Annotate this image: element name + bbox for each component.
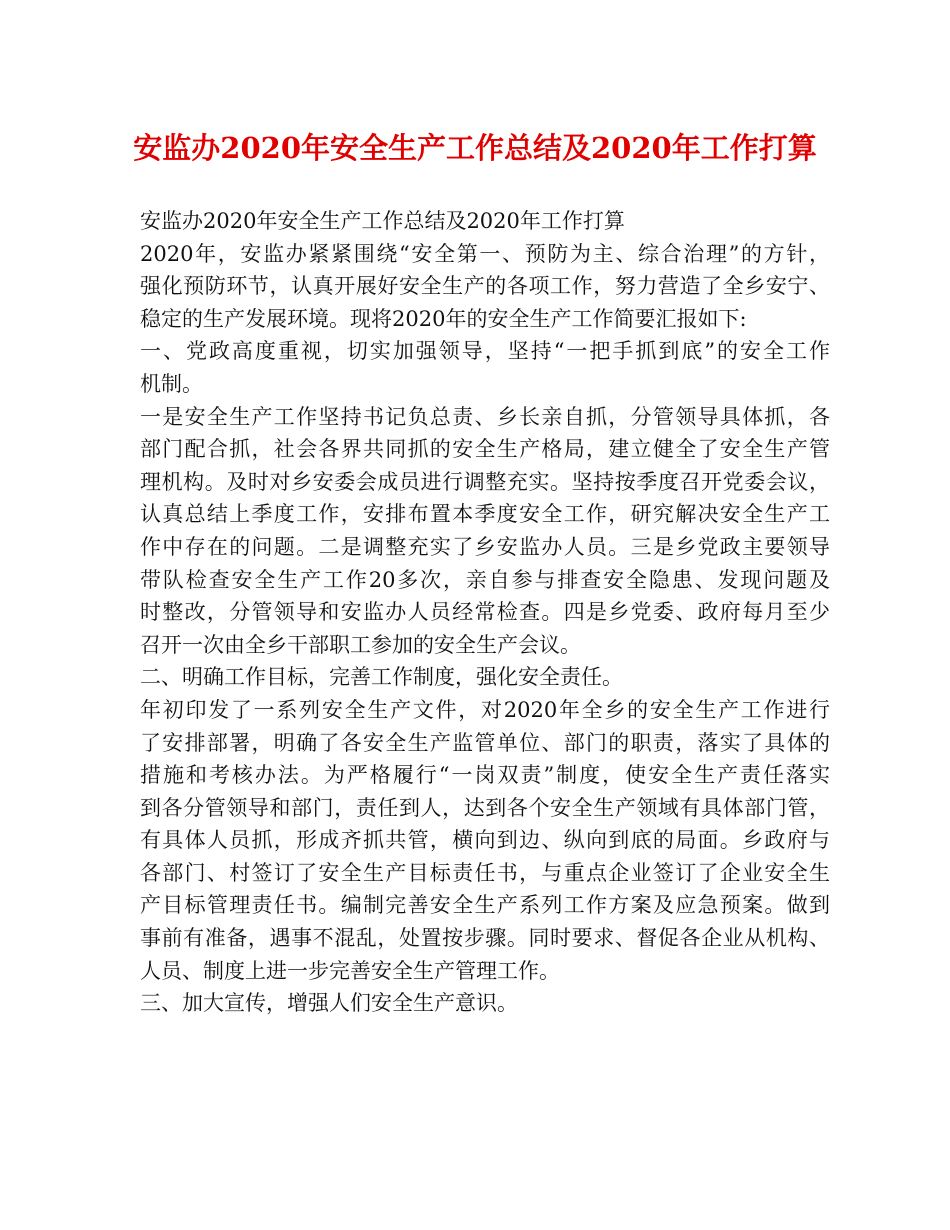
text-line: 到各分管领导和部门，责任到人，达到各个安全生产领域有具体部门管， — [140, 795, 830, 820]
text-line: 带队检查安全生产工作20多次，亲自参与排查安全隐患、发现问题及 — [140, 567, 830, 592]
text-line: 部门配合抓，社会各界共同抓的安全生产格局，建立健全了安全生产管 — [140, 437, 830, 462]
text-line: 三、加大宣传，增强人们安全生产意识。 — [140, 991, 518, 1016]
text-line: 事前有准备，遇事不混乱，处置按步骤。同时要求、督促各企业从机构、 — [140, 926, 830, 951]
text-line: 各部门、村签订了安全生产目标责任书，与重点企业签订了企业安全生 — [140, 860, 830, 885]
text-line: 时整改，分管领导和安监办人员经常检查。四是乡党委、政府每月至少 — [140, 600, 830, 625]
text-line: 年初印发了一系列安全生产文件，对2020年全乡的安全生产工作进行 — [140, 697, 830, 722]
text-line: 产目标管理责任书。编制完善安全生产系列工作方案及应急预案。做到 — [140, 893, 830, 918]
text-line: 召开一次由全乡干部职工参加的安全生产会议。 — [140, 632, 581, 657]
text-line: 认真总结上季度工作，安排布置本季度安全工作，研究解决安全生产工 — [140, 502, 830, 527]
text-line: 机制。 — [140, 371, 203, 396]
text-line: 了安排部署，明确了各安全生产监管单位、部门的职责，落实了具体的 — [140, 730, 830, 755]
text-line: 作中存在的问题。二是调整充实了乡安监办人员。三是乡党政主要领导 — [140, 534, 830, 559]
text-line: 一、党政高度重视，切实加强领导，坚持“一把手抓到底”的安全工作 — [140, 339, 830, 364]
text-line: 2020年，安监办紧紧围绕“安全第一、预防为主、综合治理”的方针， — [140, 241, 830, 266]
document-body — [140, 205, 830, 1020]
text-line: 有具体人员抓，形成齐抓共管，横向到边、纵向到底的局面。乡政府与 — [140, 828, 830, 853]
text-line: 强化预防环节，认真开展好安全生产的各项工作，努力营造了全乡安宁、 — [140, 274, 830, 299]
text-line: 一是安全生产工作坚持书记负总责、乡长亲自抓，分管领导具体抓，各 — [140, 404, 830, 429]
text-line: 安监办2020年安全生产工作总结及2020年工作打算 — [140, 209, 625, 233]
text-line: 二、明确工作目标，完善工作制度，强化安全责任。 — [140, 665, 623, 690]
document-title: 安监办2020年安全生产工作总结及2020年工作打算 — [133, 131, 817, 165]
text-line: 理机构。及时对乡安委会成员进行调整充实。坚持按季度召开党委会议， — [140, 469, 830, 494]
text-line: 措施和考核办法。为严格履行“一岗双责”制度，使安全生产责任落实 — [140, 763, 830, 788]
text-line: 稳定的生产发展环境。现将2020年的安全生产工作简要汇报如下: — [140, 306, 747, 331]
text-line: 人员、制度上进一步完善安全生产管理工作。 — [140, 958, 560, 983]
